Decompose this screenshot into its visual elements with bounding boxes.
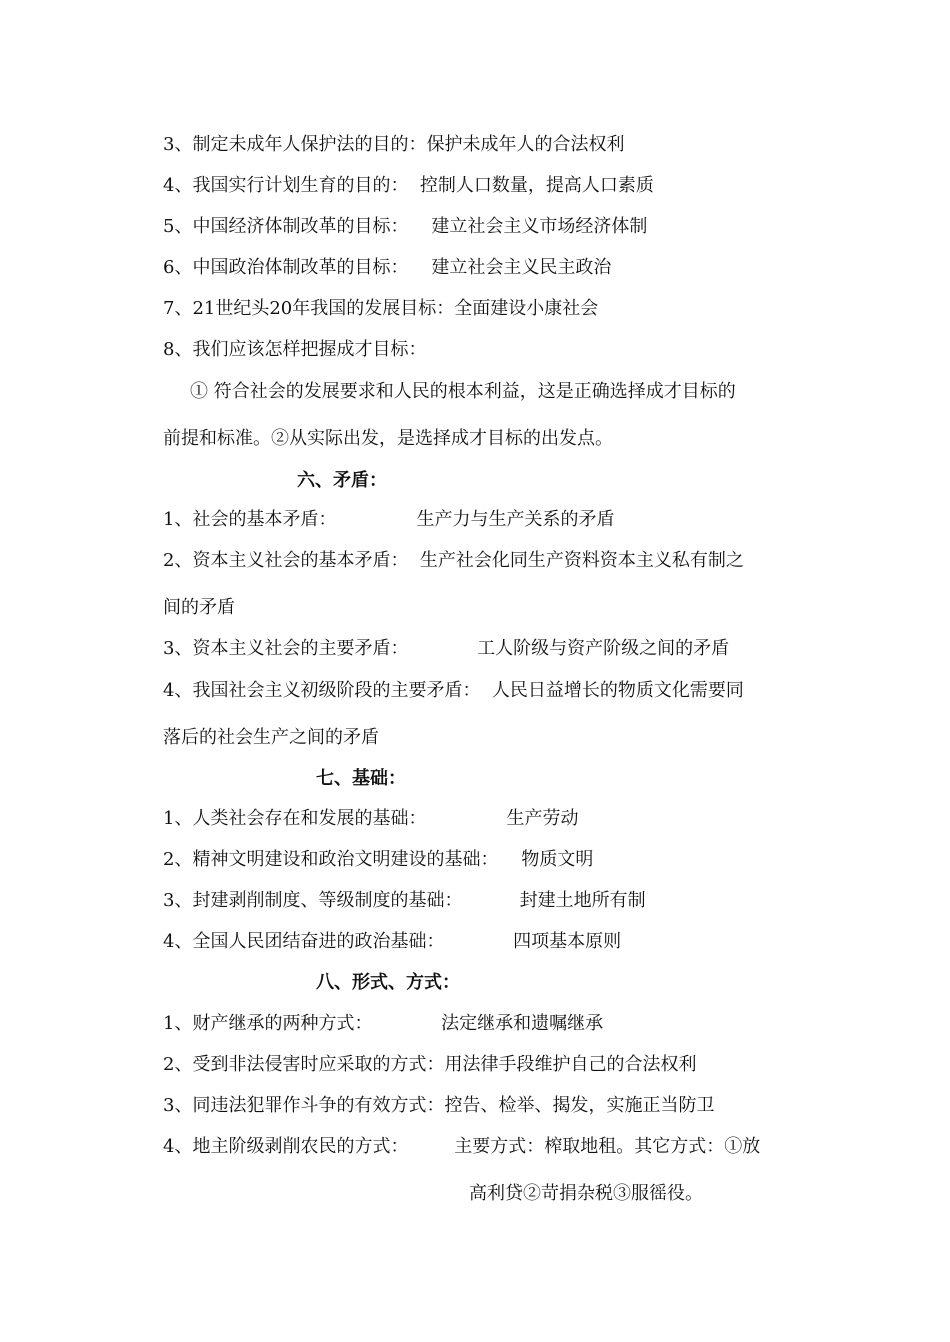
text-line: 2、受到非法侵害时应采取的方式：用法律手段维护自己的合法权利 [163, 1054, 697, 1075]
text-line: 4、地主阶级剥削农民的方式： 主要方式：榨取地租。其它方式：①放 [163, 1136, 761, 1157]
text-line: 4、我国实行计划生育的目的： 控制人口数量，提高人口素质 [163, 175, 654, 196]
text-line: 7、21世纪头20年我国的发展目标：全面建设小康社会 [163, 298, 599, 319]
section-heading: 六、矛盾： [297, 470, 387, 491]
text-line: 高利贷②苛捐杂税③服徭役。 [469, 1183, 703, 1204]
text-line: 间的矛盾 [163, 597, 235, 618]
text-line: ① 符合社会的发展要求和人民的根本利益，这是正确选择成才目标的 [190, 381, 736, 402]
text-line: 2、资本主义社会的基本矛盾： 生产社会化同生产资料资本主义私有制之 [163, 550, 744, 571]
text-line: 前提和标准。②从实际出发，是选择成才目标的出发点。 [163, 428, 613, 449]
text-line: 5、中国经济体制改革的目标： 建立社会主义市场经济体制 [163, 216, 648, 237]
text-line: 8、我们应该怎样把握成才目标： [163, 339, 427, 360]
text-line: 3、封建剥削制度、等级制度的基础： 封建土地所有制 [163, 890, 646, 911]
text-line: 1、人类社会存在和发展的基础： 生产劳动 [163, 808, 579, 829]
text-line: 1、社会的基本矛盾： 生产力与生产关系的矛盾 [163, 509, 615, 530]
text-line: 6、中国政治体制改革的目标： 建立社会主义民主政治 [163, 257, 612, 278]
text-line: 落后的社会生产之间的矛盾 [163, 727, 379, 748]
text-line: 4、我国社会主义初级阶段的主要矛盾： 人民日益增长的物质文化需要同 [163, 680, 744, 701]
section-heading: 八、形式、方式： [316, 972, 460, 993]
text-line: 3、制定未成年人保护法的目的：保护未成年人的合法权利 [163, 134, 625, 155]
text-line: 2、精神文明建设和政治文明建设的基础： 物质文明 [163, 849, 594, 870]
text-line: 3、同违法犯罪作斗争的有效方式：控告、检举、揭发，实施正当防卫 [163, 1095, 715, 1116]
text-line: 4、全国人民团结奋进的政治基础： 四项基本原则 [163, 931, 622, 952]
section-heading: 七、基础： [316, 768, 406, 789]
text-line: 3、资本主义社会的主要矛盾： 工人阶级与资产阶级之间的矛盾 [163, 638, 730, 659]
text-line: 1、财产继承的两种方式： 法定继承和遗嘱继承 [163, 1013, 604, 1034]
